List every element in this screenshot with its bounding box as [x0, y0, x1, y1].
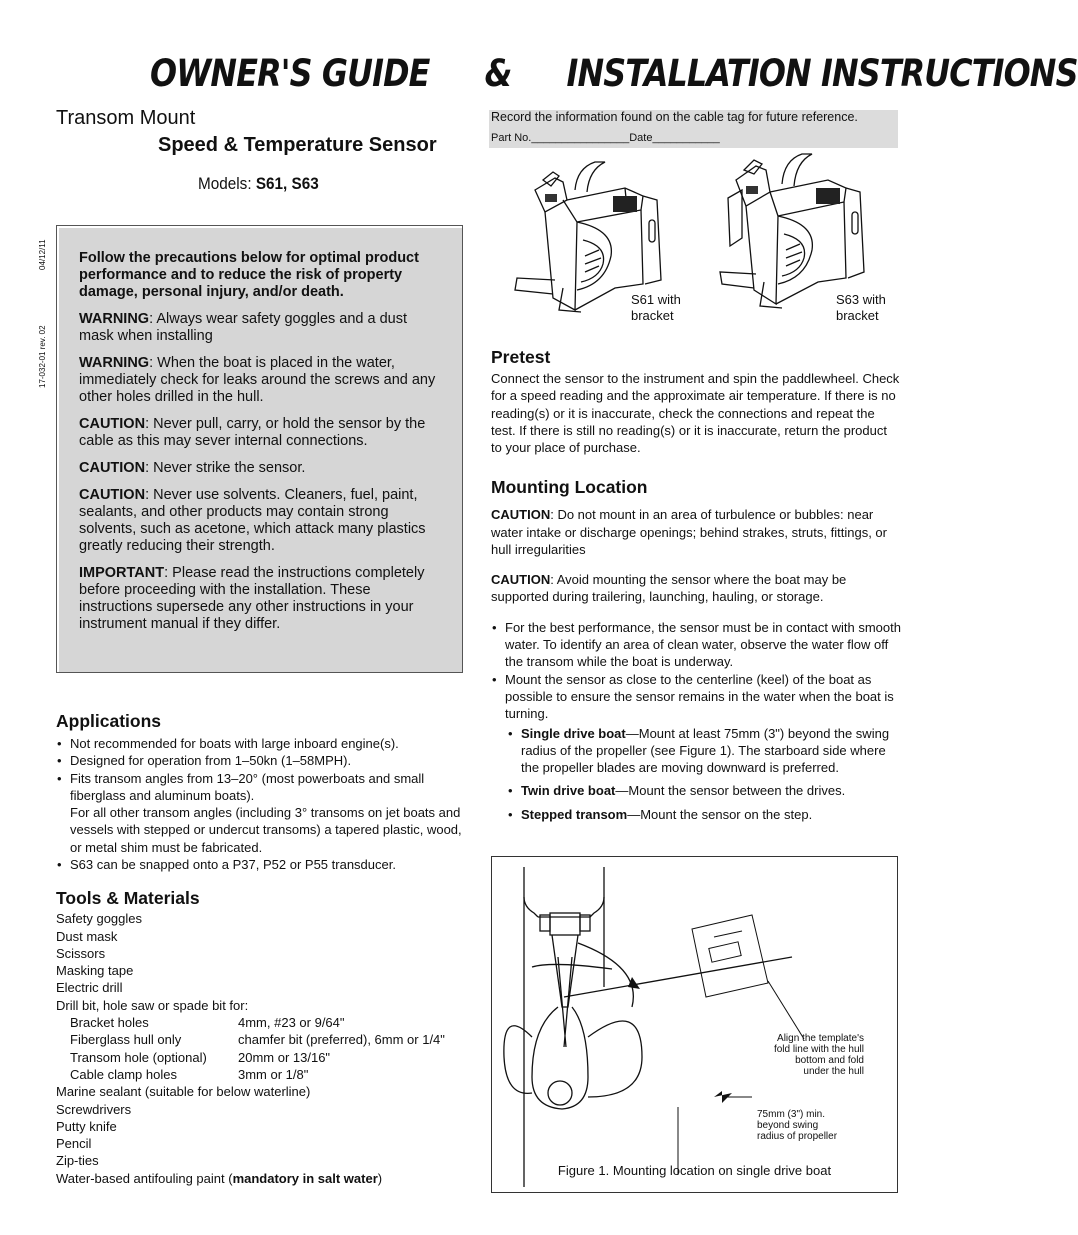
list-item: • Designed for operation from 1–50kn (1–58MPH). [70, 752, 466, 769]
document-title [150, 52, 1078, 95]
drill-value: 3mm or 1/8" [238, 1066, 309, 1082]
important-tag: IMPORTANT [79, 565, 165, 581]
s63-caption: S63 with bracket [836, 292, 886, 323]
s63-sensor-illustration [720, 150, 870, 310]
drill-label: Transom hole (optional) [70, 1049, 207, 1065]
models-value: S61, S63 [255, 174, 319, 193]
list-item-text: Mount the sensor as close to the centerline (keel) of the boat as possible to ensure the sensor remains in the water when the boat is turning. [505, 671, 894, 722]
precautions-box [56, 225, 463, 673]
drill-label: Cable clamp holes [70, 1066, 177, 1082]
warning-tag: WARNING [79, 355, 150, 371]
list-item: Safety goggles [56, 911, 143, 927]
list-item: Electric drill [56, 980, 123, 996]
precautions-lead: Follow the precautions below for optimal product performance and to reduce the risk of property damage, personal injury, and/or death. [79, 250, 419, 300]
list-item: Screwdrivers [56, 1101, 132, 1117]
pretest-section [491, 347, 901, 456]
caution-tag: CAUTION [491, 572, 551, 588]
caution-tag: CAUTION [491, 507, 551, 523]
part-no-date-field[interactable]: Part No.________________Date___________ [491, 132, 720, 144]
mounting-caution-1 [491, 506, 901, 558]
drill-value: 20mm or 13/16" [238, 1049, 331, 1065]
title-installation: INSTALLATION INSTRUCTIONS [566, 52, 1078, 95]
figure-1 [491, 856, 898, 1193]
list-item: Putty knife [56, 1118, 117, 1134]
s61-caption: S61 with bracket [631, 292, 681, 323]
caution-tag: CAUTION [79, 460, 146, 476]
drill-row [56, 1014, 466, 1031]
list-item: Zip-ties [56, 1153, 99, 1169]
drill-row [56, 1066, 466, 1083]
caution-text: : Never pull, carry, or hold the sensor by the cable as this may sever internal connections. [79, 416, 426, 449]
sub-item-tag: Twin drive boat [521, 783, 616, 799]
drill-row [56, 1049, 466, 1066]
list-item: Drill bit, hole saw or spade bit for: [56, 997, 249, 1013]
caution-text: : Do not mount in an area of turbulence or bubbles: near water intake or discharge openings; behind strakes, struts, fittings, or hull irregularities [491, 507, 887, 557]
caution-text: : Never strike the sensor. [145, 460, 306, 476]
caution-item [79, 416, 442, 450]
record-instruction: Record the information found on the cable tag for future reference. [491, 110, 858, 124]
caution-item [79, 460, 442, 477]
warning-item [79, 355, 442, 406]
mounting-section [491, 479, 901, 823]
list-item: Scissors [56, 945, 106, 961]
figure-1-caption: Figure 1. Mounting location on single drive boat [557, 1163, 832, 1178]
list-item-text: Fits transom angles from 13–20° (most powerboats and small fiberglass and aluminum boats). [70, 770, 425, 803]
list-item [70, 770, 466, 856]
paint-bold: mandatory in salt water [232, 1170, 378, 1186]
caution-text: : Never use solvents. Cleaners, fuel, paint, sealants, and other products may contain strong solvents, such as acetone, which attack many plastics greatly reducing their strength. [79, 487, 426, 554]
list-item: • For the best performance, the sensor must be in contact with smooth water. To identify an area of clean water, observe the water flow off the transom while the boat is underway. [505, 619, 901, 671]
list-item: Masking tape [56, 963, 134, 979]
paint-suffix: ) [377, 1170, 383, 1186]
caution-tag: CAUTION [79, 416, 146, 432]
drill-value: chamfer bit (preferred), 6mm or 1/4" [238, 1032, 445, 1048]
sub-item-text: —Mount at least 75mm (3") beyond the swing radius of the propeller (see Figure 1). The starboard side where the propeller blades are moving downward is preferred. [521, 725, 890, 776]
tools-heading: Tools & Materials [56, 888, 200, 908]
side-code: 17-032-01 rev. 02 [38, 325, 47, 388]
pretest-heading: Pretest [491, 347, 551, 367]
applications-section [56, 711, 466, 873]
list-item: Pencil [56, 1136, 92, 1152]
caution-item [79, 487, 442, 555]
models-label: Models: [198, 174, 256, 193]
list-item: Dust mask [56, 928, 118, 944]
drill-label: Bracket holes [70, 1015, 149, 1031]
sub-item-tag: Single drive boat [521, 725, 626, 741]
important-text: : Please read the instructions completely before proceeding with the installation. These instructions supersede any other instructions in your instrument manual if they differ. [79, 565, 425, 632]
mounting-sublist [505, 725, 901, 823]
list-item [505, 671, 901, 823]
warning-item [79, 311, 442, 345]
title-owners-guide: OWNER'S GUIDE [150, 52, 430, 95]
warning-text: : Always wear safety goggles and a dust mask when installing [79, 311, 408, 344]
mounting-list [491, 619, 901, 823]
caution-text: : Avoid mounting the sensor where the boat may be supported during trailering, launching, hauling, or storage. [491, 572, 847, 605]
figure-note-align: Align the template's fold line with the hull bottom and fold under the hull [773, 1033, 864, 1077]
sub-item-text: —Mount the sensor between the drives. [615, 783, 846, 799]
tools-section [56, 890, 466, 1187]
paint-prefix: Water-based antifouling paint ( [56, 1170, 233, 1186]
record-info-bar [489, 110, 898, 148]
drill-value: 4mm, #23 or 9/64" [238, 1015, 345, 1031]
applications-list [56, 735, 466, 873]
models-line [198, 174, 319, 194]
sub-item-single-drive [521, 725, 901, 777]
side-date: 04/12/11 [38, 239, 47, 270]
pretest-text: Connect the sensor to the instrument and spin the paddlewheel. Check for a speed reading and the approximate air temperature. If there is no reading(s) or it is inaccurate, check the connections and repeat the test. If there is still no reading(s) or it is inaccurate, return the product to your place of purchase. [491, 371, 900, 456]
drill-row [56, 1031, 466, 1048]
mounting-caution-2 [491, 571, 901, 606]
subtitle-sensor: Speed & Temperature Sensor [158, 134, 437, 156]
figure-note-distance: 75mm (3") min. beyond swing radius of propeller [757, 1109, 838, 1142]
warning-text: : When the boat is placed in the water, immediately check for leaks around the screws and any other holes drilled in the hull. [79, 355, 436, 405]
sub-item-tag: Stepped transom [521, 806, 628, 822]
sub-item-twin-drive [521, 782, 901, 799]
applications-heading: Applications [56, 711, 162, 731]
list-item: • S63 can be snapped onto a P37, P52 or P55 transducer. [70, 856, 466, 873]
important-item [79, 565, 442, 633]
mounting-heading: Mounting Location [491, 477, 648, 497]
title-ampersand: & [484, 52, 512, 95]
drill-label: Fiberglass hull only [70, 1032, 182, 1048]
list-item [56, 1170, 466, 1187]
sub-item-stepped-transom [521, 806, 901, 823]
sub-item-text: —Mount the sensor on the step. [627, 806, 813, 822]
list-item: Marine sealant (suitable for below waterline) [56, 1084, 311, 1100]
subtitle-transom-mount: Transom Mount [56, 107, 196, 129]
applications-note: For all other transom angles (including 3° transoms on jet boats and vessels with stepped or undercut transoms) a tapered plastic, wood, or metal shim must be fabricated. [70, 805, 462, 855]
warning-tag: WARNING [79, 311, 150, 327]
caution-tag: CAUTION [79, 487, 146, 503]
list-item: • Not recommended for boats with large inboard engine(s). [70, 735, 466, 752]
